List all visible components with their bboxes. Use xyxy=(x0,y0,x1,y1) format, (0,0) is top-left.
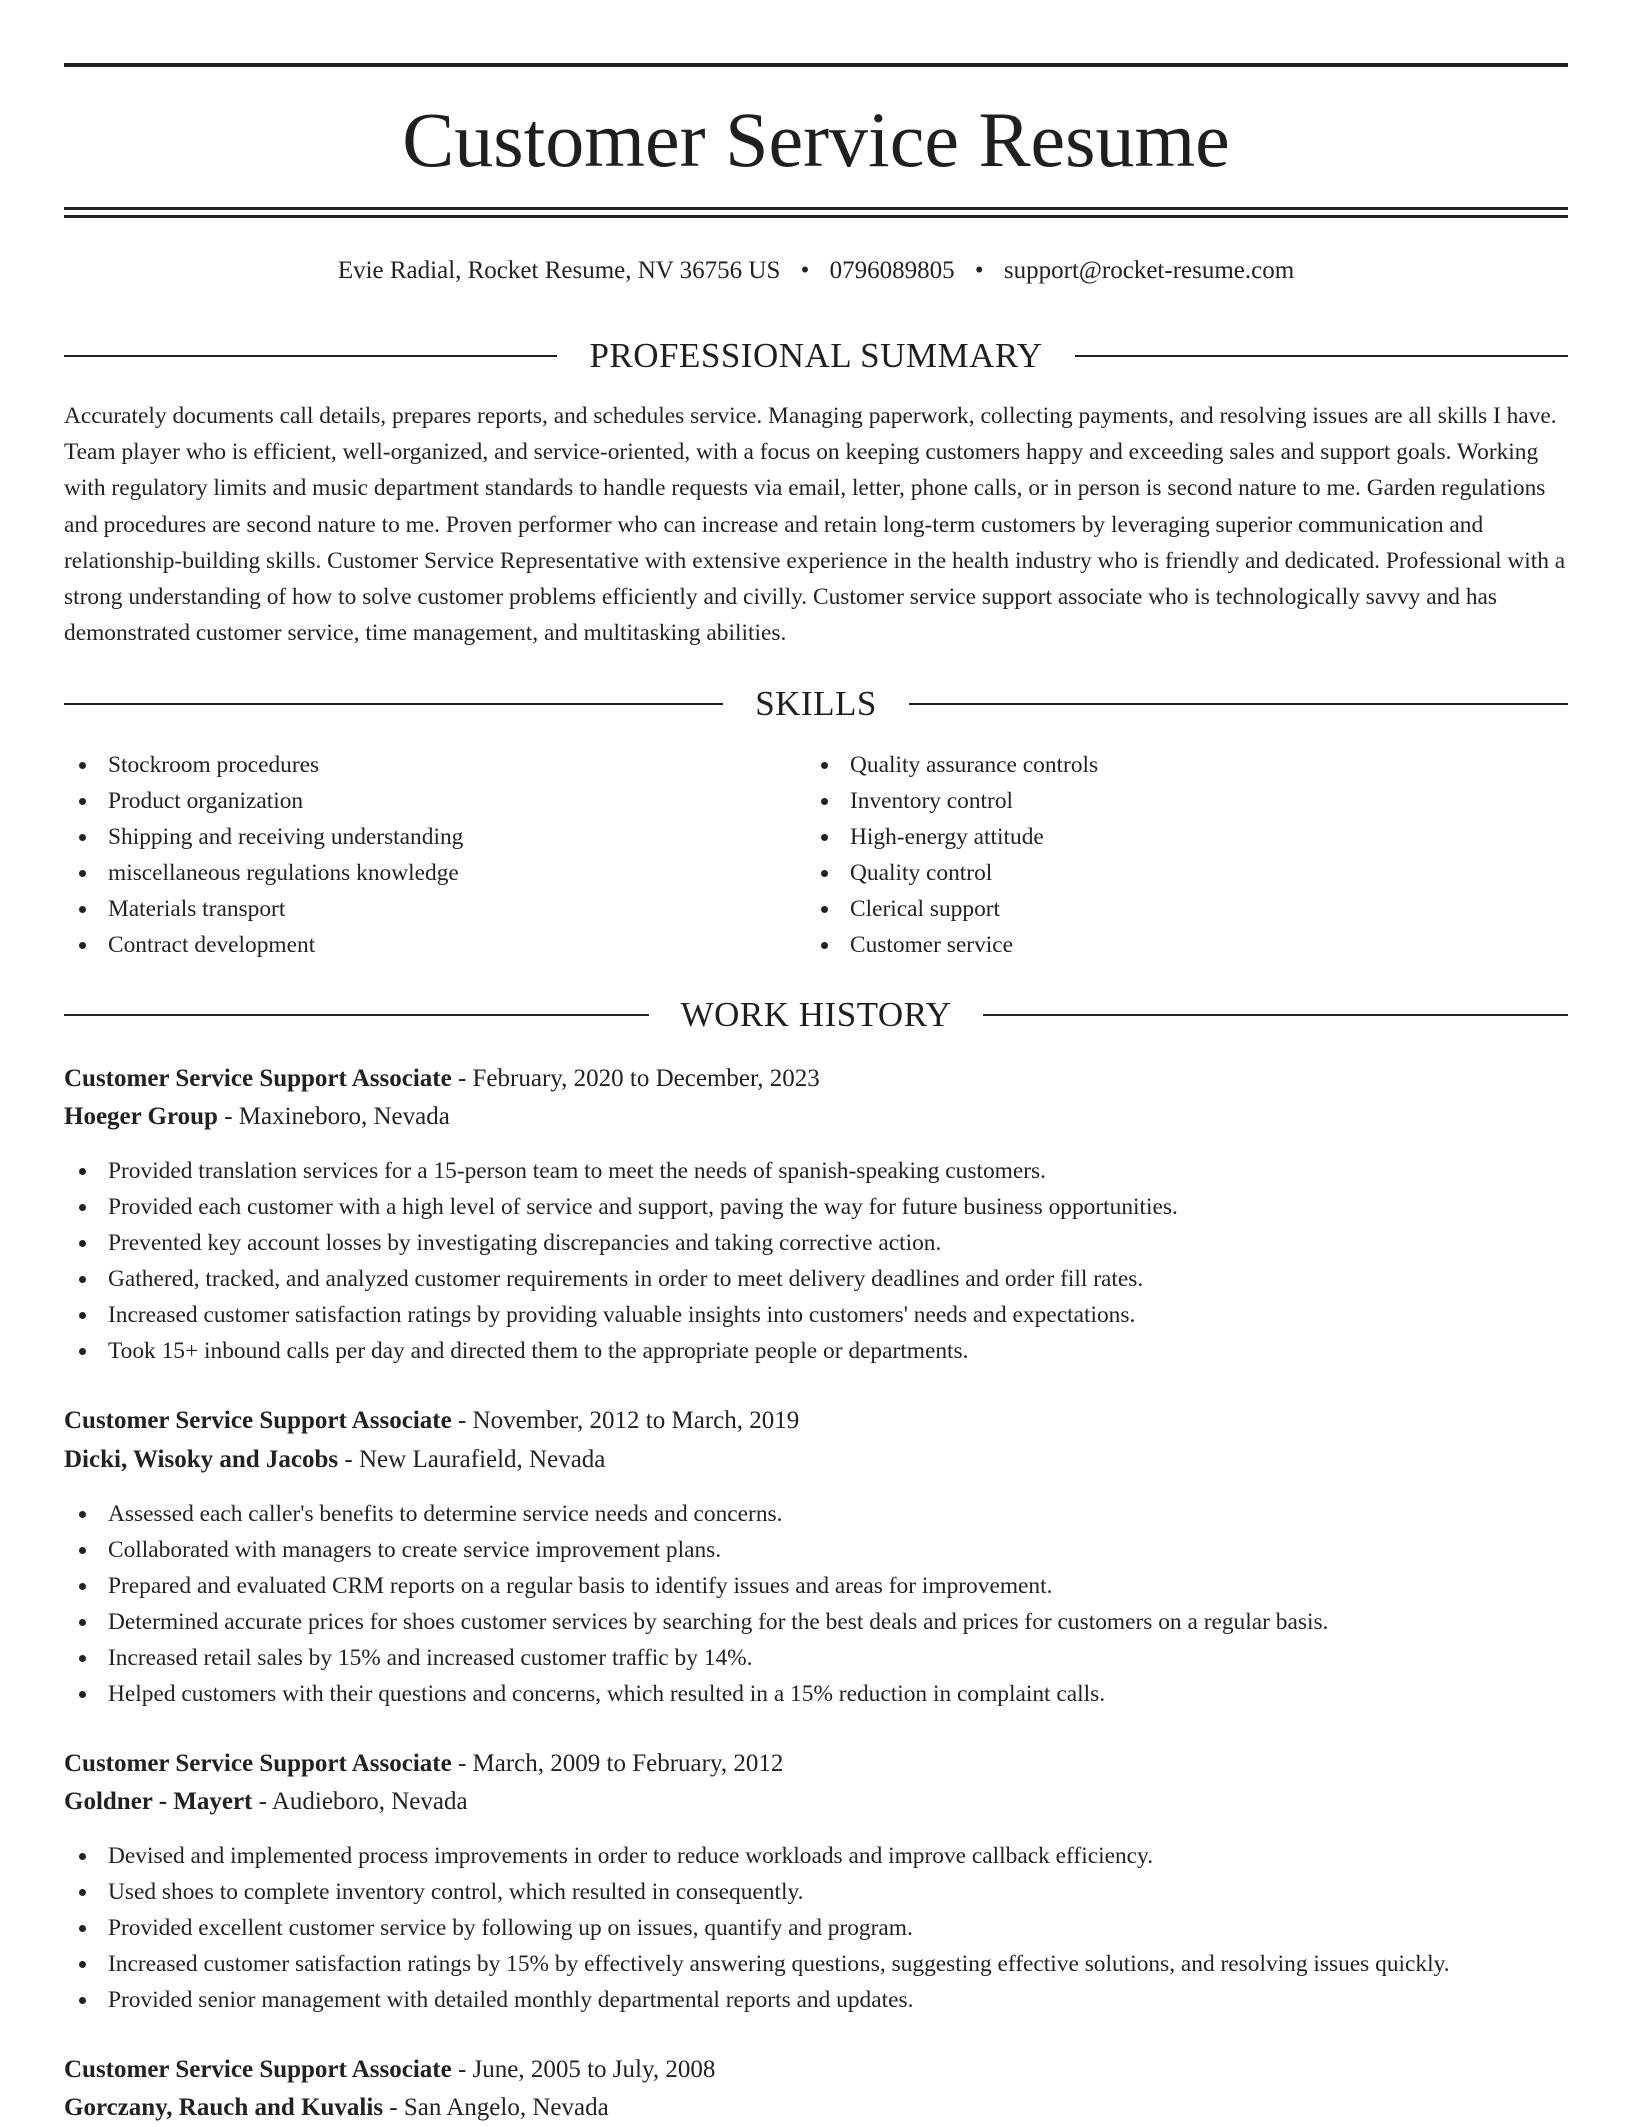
job-dates: - February, 2020 to December, 2023 xyxy=(451,1065,820,1092)
skill-item: Product organization xyxy=(64,783,784,819)
job-bullet: Provided excellent customer service by following up on issues, quantify and program. xyxy=(64,1910,1568,1946)
summary-text: Accurately documents call details, prepares reports, and schedules service. Managing paperwork, collecting payments, and resolving issues are all skills I have. Team player who is efficient, well-organized, and service-oriented, with a focus on keeping customers happy and exceeding sales and support goals. Working with regulatory limits and music department standards to handle requests via email, letter, phone calls, or in person is second nature to me. Garden regulations and procedures are second nature to me. Proven performer who can increase and retain long-term customers by leveraging superior communication and relationship-building skills. Customer Service Representative with extensive experience in the health industry who is friendly and dedicated. Professional with a strong understanding of how to solve customer problems efficiently and civilly. Customer service support associate who is technologically savvy and has demonstrated customer service, time management, and multitasking abilities. xyxy=(64,403,1566,647)
job-bullet: Took 15+ inbound calls per day and directed them to the appropriate people or departments. xyxy=(64,1333,1568,1369)
skill-item: High-energy attitude xyxy=(806,819,1546,855)
job-bullet: Increased customer satisfaction ratings by providing valuable insights into customers' needs and expectations. xyxy=(64,1297,1568,1333)
skill-item: Shipping and receiving understanding xyxy=(64,819,784,855)
section-rule-right xyxy=(983,1014,1568,1016)
job-dates: - November, 2012 to March, 2019 xyxy=(451,1407,800,1434)
job-bullet: Prepared and evaluated CRM reports on a regular basis to identify issues and areas for improvement. xyxy=(64,1568,1568,1604)
job-title: Customer Service Support Associate xyxy=(64,1750,452,1777)
job-location: - New Laurafield, Nevada xyxy=(338,1446,606,1473)
job-dates: - March, 2009 to February, 2012 xyxy=(451,1750,784,1777)
work-heading: WORK HISTORY xyxy=(680,995,952,1034)
skill-item: Contract development xyxy=(64,927,784,963)
job-dates: - June, 2005 to July, 2008 xyxy=(451,2056,716,2083)
job-location: - Audieboro, Nevada xyxy=(252,1788,468,1815)
job-bullets xyxy=(64,1153,1568,1369)
job-title-line xyxy=(64,1745,1568,1783)
resume-title: Customer Service Resume xyxy=(402,96,1230,183)
job-company-line xyxy=(64,1441,1568,1479)
job-location: - San Angelo, Nevada xyxy=(383,2094,609,2121)
section-rule-right xyxy=(1075,355,1568,357)
contact-line xyxy=(64,253,1568,289)
summary-heading: PROFESSIONAL SUMMARY xyxy=(589,336,1043,375)
contact-address: Evie Radial, Rocket Resume, NV 36756 US xyxy=(337,257,781,284)
job-bullet: Provided each customer with a high level of service and support, paving the way for future business opportunities. xyxy=(64,1189,1568,1225)
job-bullet: Increased retail sales by 15% and increased customer traffic by 14%. xyxy=(64,1640,1568,1676)
contact-separator: • xyxy=(974,257,984,284)
skill-item: Inventory control xyxy=(806,783,1546,819)
skill-item: Materials transport xyxy=(64,891,784,927)
job-company: Hoeger Group xyxy=(64,1103,218,1130)
job-bullet: Collaborated with managers to create service improvement plans. xyxy=(64,1532,1568,1568)
job-title-line xyxy=(64,1402,1568,1440)
job-bullet: Assessed each caller's benefits to determine service needs and concerns. xyxy=(64,1496,1568,1532)
skills-section-header xyxy=(64,682,1568,726)
top-rule xyxy=(64,63,1568,67)
job-bullet: Devised and implemented process improvements in order to reduce workloads and improve callback efficiency. xyxy=(64,1838,1568,1874)
section-rule-left xyxy=(64,1014,649,1016)
skills-heading: SKILLS xyxy=(755,684,877,723)
job-bullet: Used shoes to complete inventory control, which resulted in consequently. xyxy=(64,1874,1568,1910)
skill-item: Quality control xyxy=(806,855,1546,891)
skill-item: miscellaneous regulations knowledge xyxy=(64,855,784,891)
job-company: Goldner - Mayert xyxy=(64,1788,253,1815)
job-bullet: Determined accurate prices for shoes customer services by searching for the best deals and prices for customers on a regular basis. xyxy=(64,1604,1568,1640)
job-bullet: Helped customers with their questions and concerns, which resulted in a 15% reduction in complaint calls. xyxy=(64,1676,1568,1712)
job-bullets xyxy=(64,1496,1568,1712)
job-company-line xyxy=(64,1783,1568,1821)
summary-section-header xyxy=(64,334,1568,378)
section-rule-right xyxy=(909,703,1568,705)
title-rule-lower xyxy=(64,215,1568,218)
skill-item: Clerical support xyxy=(806,891,1546,927)
job-company: Gorczany, Rauch and Kuvalis xyxy=(64,2094,384,2121)
job-title: Customer Service Support Associate xyxy=(64,1065,452,1092)
job-title-line xyxy=(64,2051,1568,2089)
job-bullet: Provided translation services for a 15-person team to meet the needs of spanish-speaking customers. xyxy=(64,1153,1568,1189)
job-bullet: Gathered, tracked, and analyzed customer requirements in order to meet delivery deadlines and order fill rates. xyxy=(64,1261,1568,1297)
job-company: Dicki, Wisoky and Jacobs xyxy=(64,1446,339,1473)
section-rule-left xyxy=(64,355,557,357)
job-bullet: Increased customer satisfaction ratings by 15% by effectively answering questions, suggesting effective solutions, and resolving issues quickly. xyxy=(64,1946,1568,1982)
contact-phone: 0796089805 xyxy=(829,257,955,284)
job-company-line xyxy=(64,1098,1568,1136)
skill-item: Customer service xyxy=(806,927,1546,963)
job-bullet: Provided senior management with detailed monthly departmental reports and updates. xyxy=(64,1982,1568,2018)
job-title: Customer Service Support Associate xyxy=(64,2056,452,2083)
work-section-header xyxy=(64,993,1568,1037)
job-bullets xyxy=(64,1838,1568,2018)
job-title-line xyxy=(64,1060,1568,1098)
section-rule-left xyxy=(64,703,723,705)
title-rule-upper xyxy=(64,207,1568,210)
job-company-line xyxy=(64,2089,1568,2127)
job-title: Customer Service Support Associate xyxy=(64,1407,452,1434)
job-bullet: Prevented key account losses by investigating discrepancies and taking corrective action. xyxy=(64,1225,1568,1261)
skills-list-right xyxy=(806,747,1546,963)
skill-item: Stockroom procedures xyxy=(64,747,784,783)
skill-item: Quality assurance controls xyxy=(806,747,1546,783)
job-location: - Maxineboro, Nevada xyxy=(217,1103,450,1130)
contact-email: support@rocket-resume.com xyxy=(1003,257,1295,284)
contact-separator: • xyxy=(800,257,810,284)
skills-list-left xyxy=(64,747,784,963)
